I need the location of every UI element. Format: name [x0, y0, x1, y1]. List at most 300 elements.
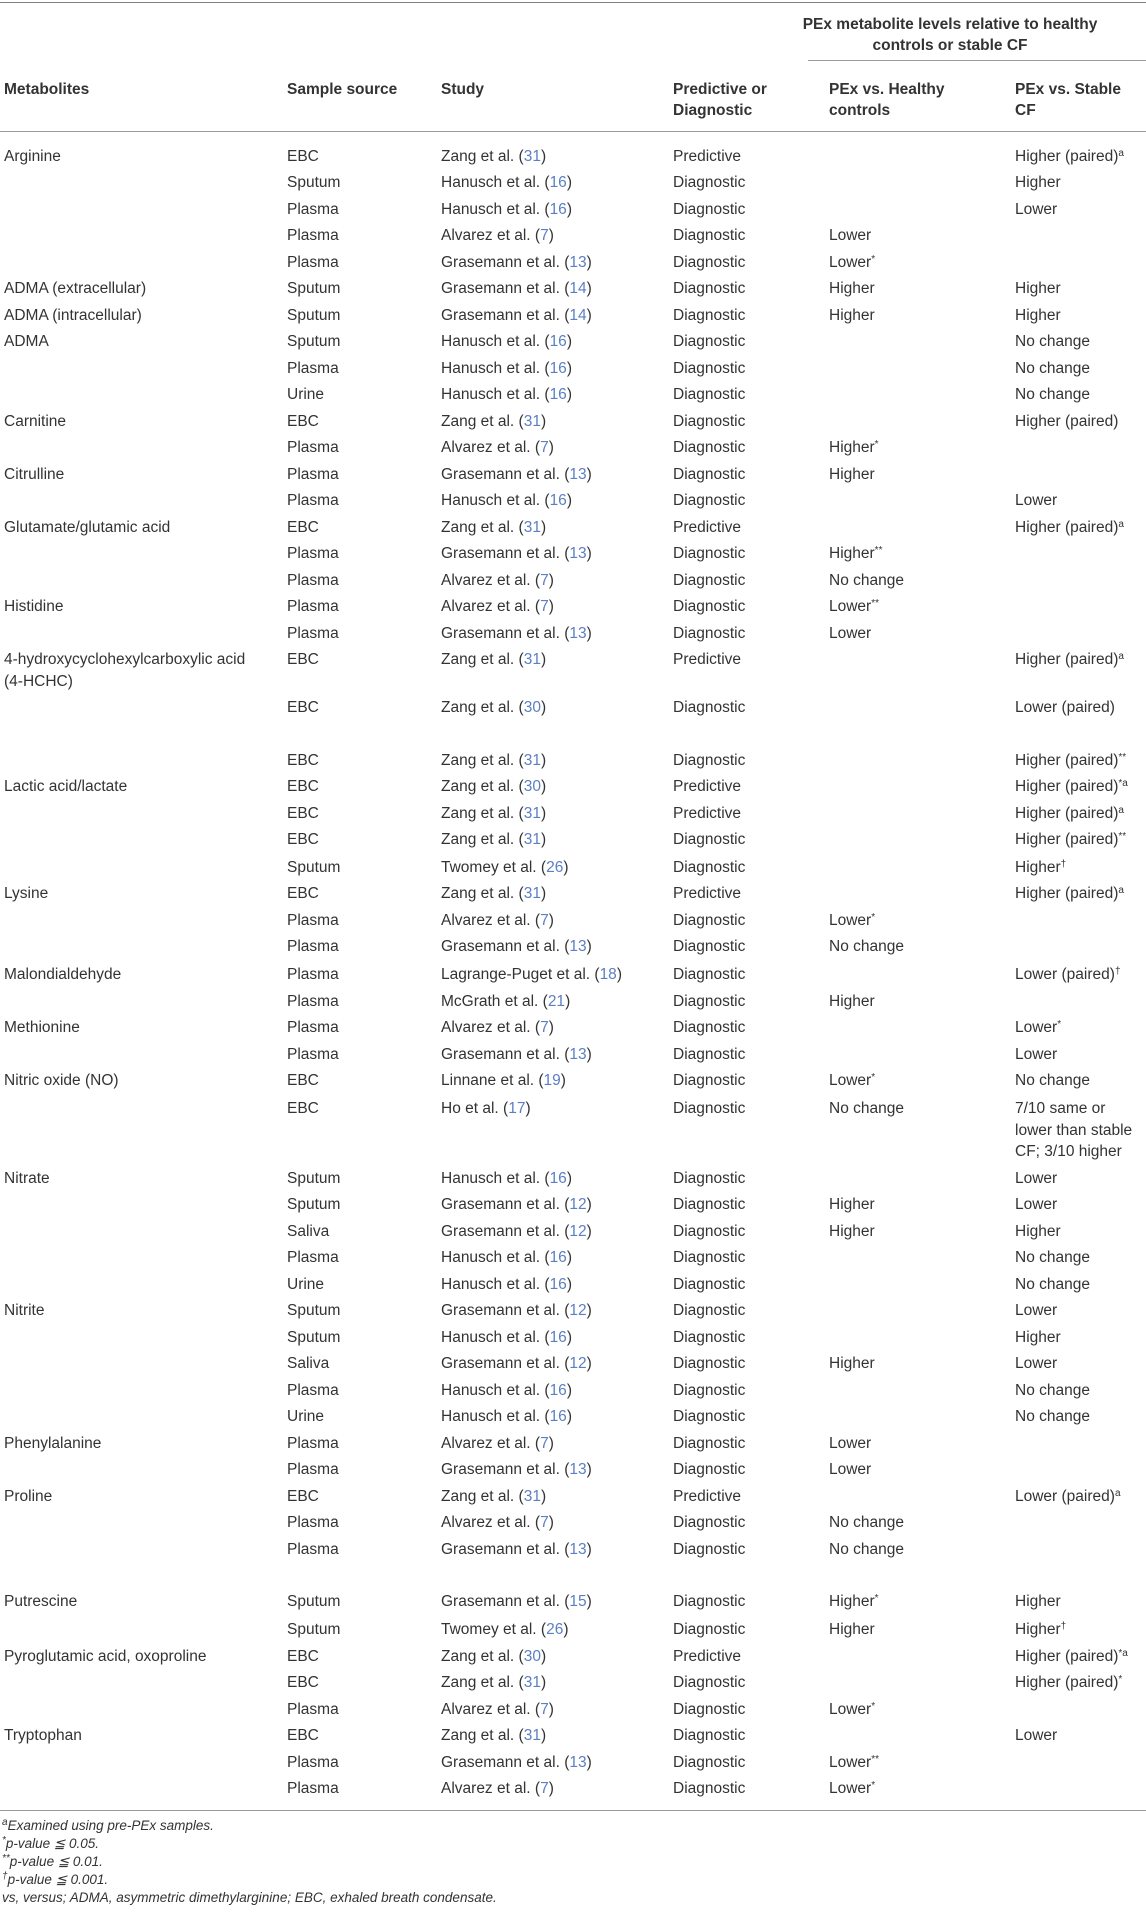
pex-vs-stable-cell	[1015, 1619, 1145, 1641]
significance-mark: *	[871, 912, 876, 923]
sample-source-cell: Plasma	[287, 993, 339, 1010]
study-author: Zang et al.	[441, 1648, 515, 1665]
sample-source-cell: Plasma	[287, 966, 339, 983]
study-author: Grasemann et al.	[441, 1046, 560, 1063]
predictive-diagnostic-cell: Diagnostic	[673, 227, 746, 244]
reference-link[interactable]: 13	[569, 625, 587, 642]
pex-vs-stable-cell	[1015, 331, 1145, 353]
study-author: Zang et al.	[441, 778, 515, 795]
pex-vs-healthy-cell	[829, 1433, 871, 1455]
healthy-value: Higher	[829, 439, 875, 456]
study-cell: Grasemann et al. (12)	[441, 1223, 592, 1240]
reference-link[interactable]: 7	[540, 227, 549, 244]
pex-vs-healthy-cell	[829, 1591, 879, 1613]
stable-value: Lower	[1015, 1019, 1058, 1036]
sample-source-cell: EBC	[287, 752, 319, 769]
sample-source-cell: Plasma	[287, 1249, 339, 1266]
sample-source-cell: Plasma	[287, 439, 339, 456]
sample-source-cell: Sputum	[287, 1621, 341, 1638]
study-cell: Grasemann et al. (13)	[441, 1046, 592, 1063]
reference-link[interactable]: 31	[523, 1727, 541, 1744]
reference-link[interactable]: 14	[569, 307, 587, 324]
sample-source-cell: Sputum	[287, 1196, 341, 1213]
sample-source-cell: Urine	[287, 1276, 325, 1293]
study-cell: Hanusch et al. (16)	[441, 1382, 572, 1399]
reference-link[interactable]: 7	[540, 1701, 549, 1718]
predictive-diagnostic-cell: Diagnostic	[673, 1355, 746, 1372]
reference-link[interactable]: 12	[569, 1355, 587, 1372]
pex-vs-stable-cell	[1015, 1300, 1145, 1322]
study-author: Grasemann et al.	[441, 1196, 560, 1213]
metabolite-cell: Methionine	[4, 1019, 80, 1036]
reference-link[interactable]: 31	[523, 805, 541, 822]
reference-link[interactable]: 26	[546, 1621, 564, 1638]
sample-source-cell: EBC	[287, 1674, 319, 1691]
study-cell: Lagrange-Puget et al. (18)	[441, 966, 622, 983]
reference-link[interactable]: 16	[549, 1382, 567, 1399]
study-author: Zang et al.	[441, 651, 515, 668]
healthy-value: Higher	[829, 993, 875, 1010]
healthy-value: Lower	[829, 1754, 872, 1771]
stable-value: Higher	[1015, 280, 1061, 297]
study-author: Twomey et al.	[441, 1621, 537, 1638]
pex-vs-healthy-cell	[829, 1699, 875, 1721]
study-author: Hanusch et al.	[441, 492, 541, 509]
footnote-text: Examined using pre-PEx samples.	[7, 1818, 214, 1833]
pex-vs-stable-cell	[1015, 1017, 1145, 1039]
study-cell: Grasemann et al. (12)	[441, 1355, 592, 1372]
predictive-diagnostic-cell: Diagnostic	[673, 1727, 746, 1744]
study-cell: Zang et al. (31)	[441, 651, 547, 668]
stable-value: Lower	[1015, 1727, 1058, 1744]
sample-source-cell: Plasma	[287, 1461, 339, 1478]
significance-mark: **	[871, 598, 880, 609]
reference-link[interactable]: 7	[540, 1019, 549, 1036]
pex-vs-stable-cell	[1015, 358, 1145, 380]
pex-vs-stable-cell	[1015, 649, 1145, 671]
reference-link[interactable]: 19	[543, 1072, 561, 1089]
pex-vs-stable-cell	[1015, 1168, 1145, 1190]
pex-vs-healthy-cell	[829, 910, 875, 932]
stable-value: Higher (paired)	[1015, 805, 1119, 822]
study-author: Zang et al.	[441, 752, 515, 769]
sample-source-cell: Plasma	[287, 201, 339, 218]
reference-link[interactable]: 16	[549, 1329, 567, 1346]
pex-vs-stable-cell	[1015, 517, 1145, 539]
predictive-diagnostic-cell: Diagnostic	[673, 386, 746, 403]
reference-link[interactable]: 13	[569, 938, 587, 955]
healthy-value: No change	[829, 1514, 904, 1531]
predictive-diagnostic-cell: Diagnostic	[673, 625, 746, 642]
healthy-value: No change	[829, 1541, 904, 1558]
reference-link[interactable]: 16	[549, 492, 567, 509]
healthy-value: Lower	[829, 254, 872, 271]
metabolite-cell: Nitric oxide (NO)	[4, 1072, 119, 1089]
predictive-diagnostic-cell: Predictive	[673, 651, 742, 668]
study-author: Grasemann et al.	[441, 280, 560, 297]
header-predictive-diagnostic: Predictive or Diagnostic	[673, 81, 767, 119]
pex-vs-stable-cell	[1015, 964, 1145, 986]
sample-source-cell: Plasma	[287, 1046, 339, 1063]
predictive-diagnostic-cell: Diagnostic	[673, 1249, 746, 1266]
significance-mark: †	[1060, 859, 1067, 870]
stable-value: Higher (paired)	[1015, 1648, 1119, 1665]
study-cell: Zang et al. (31)	[441, 805, 547, 822]
predictive-diagnostic-cell: Diagnostic	[673, 1593, 746, 1610]
predictive-diagnostic-cell: Diagnostic	[673, 572, 746, 589]
study-author: Zang et al.	[441, 413, 515, 430]
study-cell: Zang et al. (31)	[441, 519, 547, 536]
metabolite-cell: Carnitine	[4, 413, 67, 430]
study-cell: Alvarez et al. (7)	[441, 227, 554, 244]
sample-source-cell: Plasma	[287, 492, 339, 509]
stable-value: Higher	[1015, 307, 1061, 324]
pex-vs-stable-cell	[1015, 697, 1145, 719]
predictive-diagnostic-cell: Diagnostic	[673, 831, 746, 848]
metabolite-cell: Phenylalanine	[4, 1435, 102, 1452]
reference-link[interactable]: 31	[523, 413, 541, 430]
pex-vs-stable-cell	[1015, 1194, 1145, 1216]
stable-value: Lower (paired)	[1015, 1488, 1115, 1505]
predictive-diagnostic-cell: Diagnostic	[673, 1541, 746, 1558]
study-author: Hanusch et al.	[441, 1408, 541, 1425]
sample-source-cell: Plasma	[287, 938, 339, 955]
sample-source-cell: EBC	[287, 519, 319, 536]
footnote-text: vs, versus; ADMA, asymmetric dimethylarginine; EBC, exhaled breath condensate.	[2, 1890, 497, 1905]
study-author: Alvarez et al.	[441, 1780, 531, 1797]
stable-value: No change	[1015, 1276, 1090, 1293]
sample-source-cell: Urine	[287, 1408, 325, 1425]
metabolite-cell: Citrulline	[4, 466, 65, 483]
pex-vs-stable-cell	[1015, 172, 1145, 194]
sample-source-cell: Sputum	[287, 280, 341, 297]
study-cell: Grasemann et al. (13)	[441, 1541, 592, 1558]
study-cell: Hanusch et al. (16)	[441, 1249, 572, 1266]
predictive-diagnostic-cell: Diagnostic	[673, 1382, 746, 1399]
sample-source-cell: EBC	[287, 1072, 319, 1089]
reference-link[interactable]: 13	[569, 545, 587, 562]
reference-link[interactable]: 13	[569, 1461, 587, 1478]
study-cell: Zang et al. (31)	[441, 885, 547, 902]
study-author: Hanusch et al.	[441, 1329, 541, 1346]
study-author: Ho et al.	[441, 1100, 499, 1117]
pex-vs-stable-cell	[1015, 1406, 1145, 1428]
header-study: Study	[441, 81, 485, 98]
study-cell: Zang et al. (31)	[441, 752, 547, 769]
metabolite-cell: Lysine	[4, 885, 49, 902]
healthy-value: Higher	[829, 307, 875, 324]
reference-link[interactable]: 13	[569, 254, 587, 271]
study-author: Linnane et al.	[441, 1072, 535, 1089]
sample-source-cell: Plasma	[287, 1435, 339, 1452]
study-cell: Alvarez et al. (7)	[441, 912, 554, 929]
sample-source-cell: Sputum	[287, 307, 341, 324]
predictive-diagnostic-cell: Diagnostic	[673, 1701, 746, 1718]
study-author: Zang et al.	[441, 1674, 515, 1691]
study-author: Alvarez et al.	[441, 572, 531, 589]
sample-source-cell: EBC	[287, 413, 319, 430]
footnote	[2, 1889, 497, 1906]
healthy-value: Higher	[829, 1621, 875, 1638]
predictive-diagnostic-cell: Diagnostic	[673, 1408, 746, 1425]
predictive-diagnostic-cell: Diagnostic	[673, 413, 746, 430]
sample-source-cell: Sputum	[287, 1593, 341, 1610]
stable-value: Higher (paired)	[1015, 1674, 1119, 1691]
predictive-diagnostic-cell: Diagnostic	[673, 545, 746, 562]
predictive-diagnostic-cell: Diagnostic	[673, 1046, 746, 1063]
stable-value: Higher	[1015, 1593, 1061, 1610]
sample-source-cell: EBC	[287, 1648, 319, 1665]
footnote-mark: **	[2, 1853, 10, 1864]
pex-vs-stable-cell	[1015, 776, 1145, 798]
reference-link[interactable]: 17	[508, 1100, 526, 1117]
predictive-diagnostic-cell: Diagnostic	[673, 254, 746, 271]
reference-link[interactable]: 7	[540, 1780, 549, 1797]
reference-link[interactable]: 7	[540, 1435, 549, 1452]
study-author: Zang et al.	[441, 885, 515, 902]
reference-link[interactable]: 30	[523, 699, 541, 716]
reference-link[interactable]: 13	[569, 466, 587, 483]
stable-value: Lower (paired)	[1015, 699, 1115, 716]
top-rule	[0, 2, 1146, 3]
study-cell: Grasemann et al. (12)	[441, 1196, 592, 1213]
study-cell: Grasemann et al. (13)	[441, 1461, 592, 1478]
study-author: Hanusch et al.	[441, 386, 541, 403]
study-cell: Hanusch et al. (16)	[441, 1276, 572, 1293]
sample-source-cell: Plasma	[287, 1382, 339, 1399]
pex-vs-healthy-cell	[829, 596, 879, 618]
study-cell: Twomey et al. (26)	[441, 1621, 569, 1638]
study-author: Hanusch et al.	[441, 1382, 541, 1399]
significance-mark: **	[874, 545, 883, 556]
sample-source-cell: Sputum	[287, 174, 341, 191]
reference-link[interactable]: 13	[569, 1541, 587, 1558]
study-author: Zang et al.	[441, 805, 515, 822]
pex-vs-healthy-cell	[829, 1619, 875, 1641]
metabolite-cell: Histidine	[4, 598, 64, 615]
stable-value: No change	[1015, 1382, 1090, 1399]
stable-value: Lower	[1015, 1355, 1058, 1372]
healthy-value: Higher	[829, 280, 875, 297]
study-cell: Linnane et al. (19)	[441, 1072, 566, 1089]
pex-vs-stable-cell	[1015, 146, 1145, 168]
reference-link[interactable]: 31	[523, 1488, 541, 1505]
predictive-diagnostic-cell: Diagnostic	[673, 492, 746, 509]
metabolite-cell: Proline	[4, 1488, 53, 1505]
stable-value: No change	[1015, 360, 1090, 377]
predictive-diagnostic-cell: Predictive	[673, 778, 742, 795]
reference-link[interactable]: 21	[547, 993, 566, 1010]
predictive-diagnostic-cell: Predictive	[673, 148, 742, 165]
reference-link[interactable]: 16	[549, 201, 567, 218]
study-cell: Grasemann et al. (14)	[441, 280, 592, 297]
pex-vs-healthy-cell	[829, 225, 871, 247]
study-cell: Hanusch et al. (16)	[441, 174, 572, 191]
stable-value: Lower	[1015, 1196, 1058, 1213]
predictive-diagnostic-cell: Predictive	[673, 885, 742, 902]
sample-source-cell: Urine	[287, 386, 325, 403]
predictive-diagnostic-cell: Diagnostic	[673, 333, 746, 350]
reference-link[interactable]: 12	[569, 1223, 587, 1240]
predictive-diagnostic-cell: Diagnostic	[673, 598, 746, 615]
healthy-value: Lower	[829, 598, 872, 615]
sample-source-cell: Plasma	[287, 1019, 339, 1036]
sample-source-cell: Plasma	[287, 572, 339, 589]
healthy-value: Lower	[829, 912, 872, 929]
predictive-diagnostic-cell: Diagnostic	[673, 1170, 746, 1187]
study-author: Alvarez et al.	[441, 912, 531, 929]
metabolite-cell: Arginine	[4, 148, 61, 165]
sample-source-cell: EBC	[287, 651, 319, 668]
healthy-value: Higher	[829, 1593, 875, 1610]
reference-link[interactable]: 12	[569, 1196, 587, 1213]
reference-link[interactable]: 7	[540, 1514, 549, 1531]
study-author: McGrath et al.	[441, 993, 539, 1010]
predictive-diagnostic-cell: Diagnostic	[673, 912, 746, 929]
metabolite-cell: Putrescine	[4, 1593, 78, 1610]
significance-mark: *	[874, 1593, 879, 1604]
study-cell: Hanusch et al. (16)	[441, 360, 572, 377]
healthy-value: Higher	[829, 1355, 875, 1372]
pex-vs-healthy-cell	[829, 1459, 871, 1481]
study-author: Hanusch et al.	[441, 1276, 541, 1293]
study-author: Twomey et al.	[441, 859, 537, 876]
significance-mark: †	[1060, 1621, 1067, 1632]
footnote	[2, 1817, 214, 1834]
reference-link[interactable]: 16	[549, 1276, 567, 1293]
reference-link[interactable]: 16	[549, 174, 567, 191]
significance-mark: a	[1118, 885, 1124, 896]
healthy-value: Lower	[829, 227, 872, 244]
reference-link[interactable]: 7	[540, 598, 549, 615]
reference-link[interactable]: 30	[523, 1648, 541, 1665]
metabolite-cell: 4-hydroxycyclohexylcarboxylic acid (4-HCHC)	[4, 651, 246, 690]
pex-vs-healthy-cell	[829, 305, 875, 327]
predictive-diagnostic-cell: Predictive	[673, 805, 742, 822]
predictive-diagnostic-cell: Diagnostic	[673, 993, 746, 1010]
pex-vs-healthy-cell	[829, 1098, 904, 1120]
reference-link[interactable]: 16	[549, 333, 567, 350]
predictive-diagnostic-cell: Diagnostic	[673, 360, 746, 377]
pex-vs-stable-cell	[1015, 1070, 1145, 1092]
study-cell: Alvarez et al. (7)	[441, 1435, 554, 1452]
stable-value: Higher (paired)	[1015, 148, 1119, 165]
study-author: Alvarez et al.	[441, 439, 531, 456]
sample-source-cell: EBC	[287, 831, 319, 848]
reference-link[interactable]: 13	[569, 1046, 587, 1063]
pex-vs-stable-cell	[1015, 1672, 1145, 1694]
reference-link[interactable]: 30	[523, 778, 541, 795]
reference-link[interactable]: 16	[549, 386, 567, 403]
study-cell: Grasemann et al. (13)	[441, 625, 592, 642]
reference-link[interactable]: 14	[569, 280, 587, 297]
study-author: Alvarez et al.	[441, 227, 531, 244]
reference-link[interactable]: 31	[523, 148, 541, 165]
reference-link[interactable]: 7	[540, 439, 549, 456]
significance-mark: a	[1118, 148, 1124, 159]
study-author: Hanusch et al.	[441, 360, 541, 377]
study-cell: Zang et al. (31)	[441, 413, 547, 430]
reference-link[interactable]: 15	[569, 1593, 587, 1610]
footnote-mark: †	[2, 1871, 8, 1882]
study-cell: Zang et al. (31)	[441, 1674, 547, 1691]
predictive-diagnostic-cell: Diagnostic	[673, 1435, 746, 1452]
reference-link[interactable]: 18	[599, 966, 617, 983]
reference-link[interactable]: 31	[523, 831, 541, 848]
stable-value: Higher	[1015, 1621, 1061, 1638]
stable-value: Higher	[1015, 174, 1061, 191]
sample-source-cell: Plasma	[287, 1701, 339, 1718]
group-header-rule	[808, 60, 1146, 61]
footnote-mark: a	[2, 1817, 8, 1828]
predictive-diagnostic-cell: Diagnostic	[673, 1223, 746, 1240]
study-cell: Grasemann et al. (13)	[441, 466, 592, 483]
reference-link[interactable]: 7	[540, 572, 549, 589]
reference-link[interactable]: 16	[549, 1249, 567, 1266]
study-author: Grasemann et al.	[441, 1593, 560, 1610]
study-author: Grasemann et al.	[441, 938, 560, 955]
reference-link[interactable]: 31	[523, 1674, 541, 1691]
reference-link[interactable]: 31	[523, 885, 541, 902]
study-author: Alvarez et al.	[441, 1435, 531, 1452]
predictive-diagnostic-cell: Diagnostic	[673, 1196, 746, 1213]
study-cell: Alvarez et al. (7)	[441, 1780, 554, 1797]
predictive-diagnostic-cell: Diagnostic	[673, 439, 746, 456]
header-metabolites: Metabolites	[4, 81, 90, 98]
study-cell: McGrath et al. (21)	[441, 993, 571, 1010]
study-author: Hanusch et al.	[441, 201, 541, 218]
pex-vs-stable-cell	[1015, 857, 1145, 879]
reference-link[interactable]: 16	[549, 360, 567, 377]
sample-source-cell: Plasma	[287, 360, 339, 377]
reference-link[interactable]: 31	[523, 519, 541, 536]
reference-link[interactable]: 13	[569, 1754, 587, 1771]
sample-source-cell: Plasma	[287, 1780, 339, 1797]
reference-link[interactable]: 16	[549, 1170, 567, 1187]
reference-link[interactable]: 16	[549, 1408, 567, 1425]
header-sample-source: Sample source	[287, 81, 398, 98]
reference-link[interactable]: 12	[569, 1302, 587, 1319]
significance-mark: *	[1118, 1674, 1123, 1685]
significance-mark: *	[874, 439, 879, 450]
footnote-text: p-value ≦ 0.001.	[7, 1872, 109, 1887]
sample-source-cell: Sputum	[287, 1170, 341, 1187]
reference-link[interactable]: 31	[523, 651, 541, 668]
pex-vs-stable-cell	[1015, 1247, 1145, 1269]
predictive-diagnostic-cell: Diagnostic	[673, 1514, 746, 1531]
study-cell: Alvarez et al. (7)	[441, 439, 554, 456]
reference-link[interactable]: 26	[546, 859, 564, 876]
study-cell: Zang et al. (31)	[441, 831, 547, 848]
group-header: PEx metabolite levels relative to healthy controls or stable CF	[802, 16, 1098, 54]
significance-mark: a	[1114, 1488, 1121, 1499]
study-cell: Hanusch et al. (16)	[441, 333, 572, 350]
study-author: Hanusch et al.	[441, 1170, 541, 1187]
pex-vs-stable-cell	[1015, 1353, 1145, 1375]
stable-value: Lower (paired)	[1015, 966, 1115, 983]
predictive-diagnostic-cell: Diagnostic	[673, 938, 746, 955]
predictive-diagnostic-cell: Diagnostic	[673, 466, 746, 483]
healthy-value: Lower	[829, 1461, 872, 1478]
sample-source-cell: EBC	[287, 805, 319, 822]
study-cell: Grasemann et al. (14)	[441, 307, 592, 324]
reference-link[interactable]: 31	[523, 752, 541, 769]
pex-vs-stable-cell	[1015, 1044, 1145, 1066]
pex-vs-healthy-cell	[829, 623, 871, 645]
study-author: Grasemann et al.	[441, 545, 560, 562]
study-author: Hanusch et al.	[441, 1249, 541, 1266]
reference-link[interactable]: 7	[540, 912, 549, 929]
